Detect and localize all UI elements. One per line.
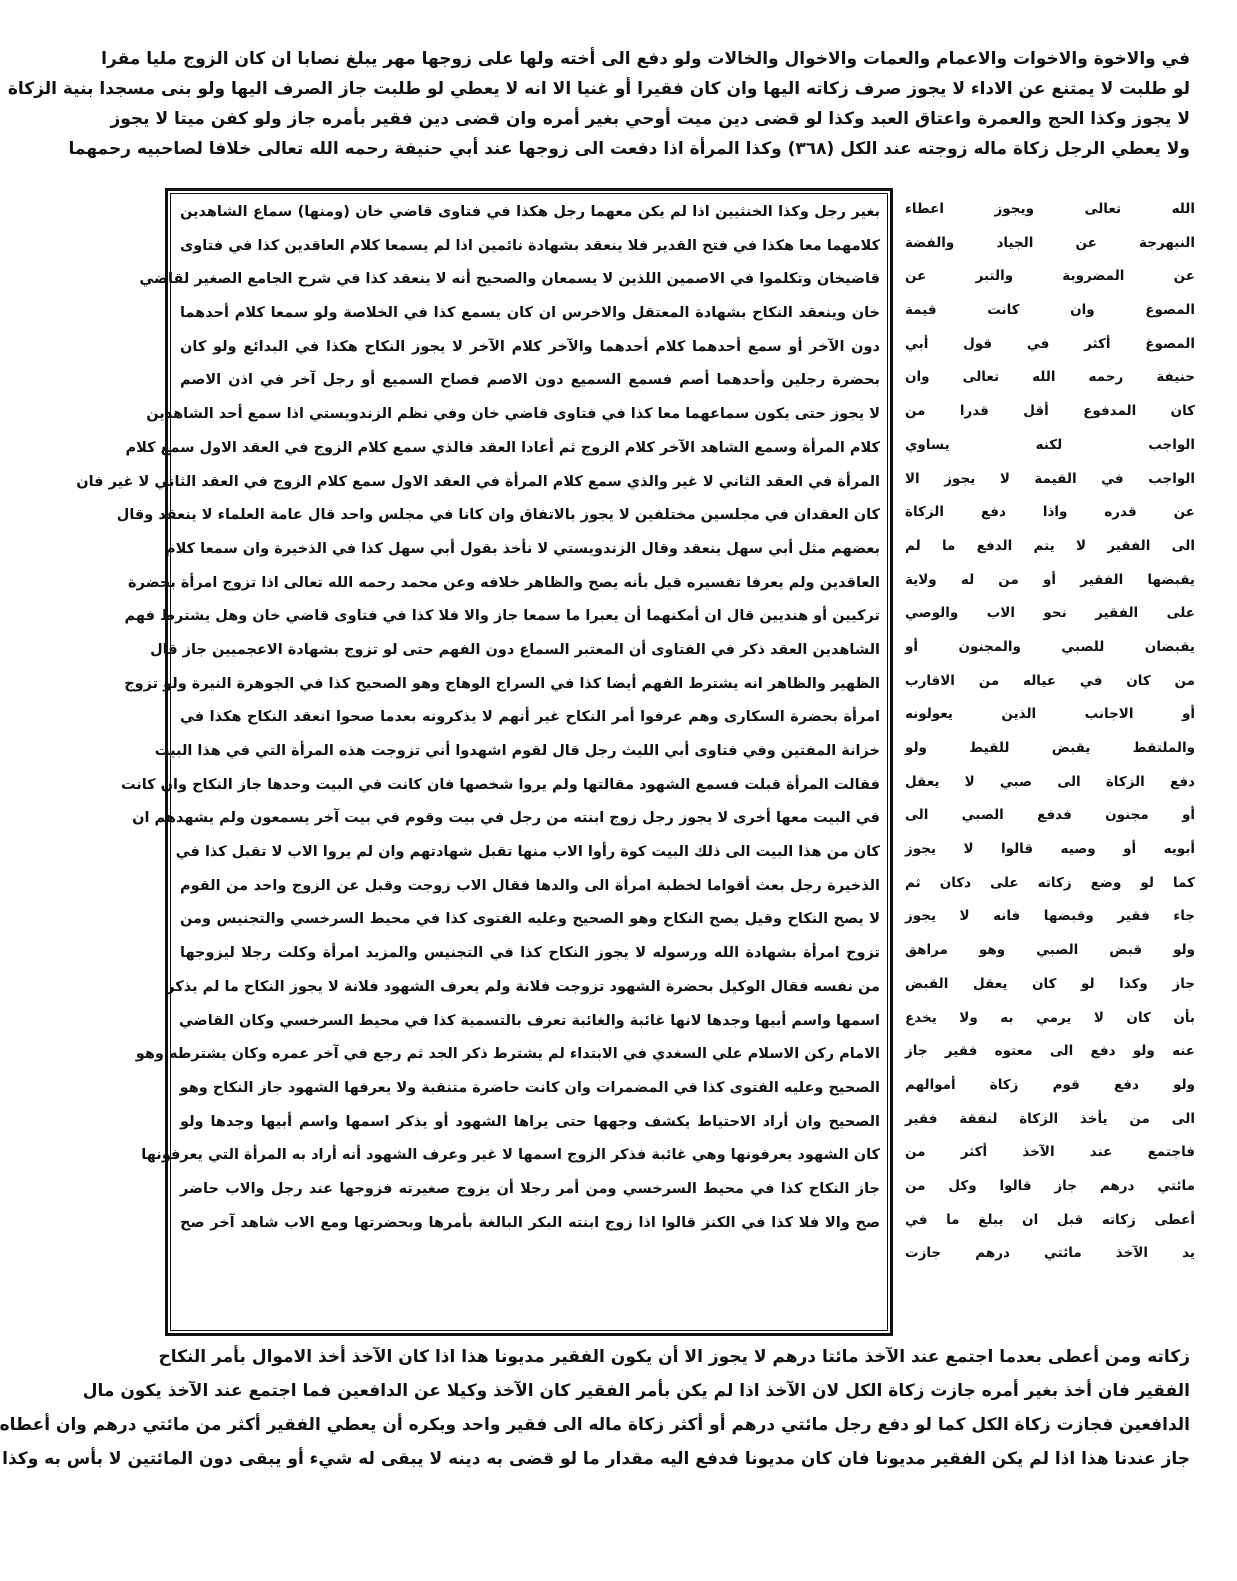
main-line: من نفسه فقال الوكيل بحضرة الشهود تزوجت فلانة ولم يعرف الشهود فلانة لا يجوز النكاح ما لم يذكر xyxy=(166,978,880,995)
main-line: قاضيخان وتكلموا في الاصمين اللذين لا يسمعان والصحيح أنه لا ينعقد كذا في شرح الجامع الصغير لقاضي xyxy=(139,271,880,288)
main-line: فقالت المرأة قبلت فسمع الشهود مقالتها ولم يروا شخصها فان كانت في البيت وحدها جاز النكاح وان كانت xyxy=(120,776,880,793)
side-line: عن المضروبة والتبر عن xyxy=(905,268,1195,285)
side-line: المصوغ أكثر في قول أبي xyxy=(905,335,1195,352)
main-line: الصحيح وان أراد الاحتياط يكشف وجهها حتى يراها الشهود أو يذكر اسمها واسم أبيها وجدها ولو xyxy=(180,1113,880,1130)
header-line: لا يجوز وكذا الحج والعمرة واعتاق العبد وكذا لو قضى دين ميت أوحي بغير أمره وان قضى دين فقير بأمره جاز ولو كفن ميتا لا يجوز xyxy=(110,109,1190,129)
side-line: أو مجنون فدفع الصبي الى xyxy=(905,807,1195,824)
header-line: ولا يعطي الرجل زكاة ماله زوجته عند الكل (٣٦٨) وكذا المرأة اذا دفعت الى زوجها عند أبي حنيفة رحمه الله تعالى خلافا لصاحبيه رحمهما xyxy=(68,139,1190,159)
footer-line: زكاته ومن أعطى بعدما اجتمع عند الآخذ مائتا درهم لا يجوز الا أن يكون الفقير مديونا هذا اذا كان الآخذ أخذ الاموال بأمر النكاح xyxy=(158,1347,1190,1367)
footer-line: الفقير فان أخذ بغير أمره جازت زكاة الكل لان الآخذ اذا لم يكن بأمر الفقير كان الآخذ وكيلا عن الدافعين فما اجتمع عند الآخذ يكون مال xyxy=(82,1381,1190,1401)
main-text-block xyxy=(76,196,880,1308)
main-line: خان وينعقد النكاح بشهادة المعتقل والاخرس ان كان يسمع كذا في الخلاصة ولو سمعا كلام أحدهما xyxy=(180,305,880,322)
side-line: جاز وكذا لو كان يعقل القبض xyxy=(905,975,1195,992)
side-line: النبهرجة عن الجياد والفضة xyxy=(905,234,1195,251)
side-line: ولو قبض الصبي وهو مراهق xyxy=(905,942,1195,959)
main-line: كان من هذا البيت الى ذلك البيت كوة رأوا الاب منها تقبل شهادتهم وان لم يروا الاب لا تقبل كذا في xyxy=(175,844,880,861)
main-line: تركيين أو هنديين قال ان أمكنهما أن يعبرا ما سمعا جاز والا فلا كذا في فتاوى قاضي خان وهل يشترط فهم xyxy=(124,608,880,625)
side-line: كما لو وضع زكاته على دكان ثم xyxy=(905,874,1195,891)
main-line: امرأة بحضرة السكارى وهم عرفوا أمر النكاح غير أنهم لا يذكرونه بعدما صحوا انعقد النكاح هكذا في xyxy=(180,709,880,726)
main-line: لا يصح النكاح وقيل يصح النكاح وهو الصحيح وعليه الفتوى كذا في محيط السرخسي والتجنيس ومن xyxy=(180,911,880,928)
main-line: الامام ركن الاسلام علي السغدي في الابتداء لم يشترط ذكر الجد ثم رجع في آخر عمره وكان يشترطه وهو xyxy=(135,1046,880,1063)
side-line: كان المدفوع أقل قدرا من xyxy=(905,403,1195,420)
main-line: تزوج امرأة بشهادة الله ورسوله لا يجوز النكاح كذا في التجنيس والمزيد امرأة وكلت رجلا ليزوجها xyxy=(180,945,880,962)
main-line: الصحيح وعليه الفتوى كذا في المضمرات وان كانت حاضرة متنقبة ولا يعرفها الشهود جاز النكاح وهو xyxy=(179,1079,880,1096)
side-line: المصوغ وان كانت قيمة xyxy=(905,302,1195,319)
side-line: فاجتمع عند الآخذ أكثر من xyxy=(905,1144,1195,1161)
side-line: على الفقير نحو الاب والوصي xyxy=(905,605,1195,622)
main-line: في البيت معها أخرى لا يجوز رجل زوج ابنته من رجل في بيت وقوم في بيت آخر يسمعون ولم يشهدهم ان xyxy=(132,810,880,827)
side-line: الى الفقير لا يتم الدفع ما لم xyxy=(905,537,1195,554)
main-line: لا يجوز حتى يكون سماعهما معا كذا في فتاوى قاضي خان وفي نظم الزندويستي اذا سمع أحد الشاهدين xyxy=(146,406,880,423)
main-line: العاقدين ولم يعرفا تفسيره قيل بأنه يصح والظاهر خلافه وعن محمد رحمه الله تعالى اذا تزوج امرأة بحضرة xyxy=(128,574,880,591)
main-line: الشاهدين العقد ذكر في الفتاوى أن المعتبر السماع دون الفهم حتى لو تزوج بشهادة الاعجميين جاز قال xyxy=(150,641,880,658)
main-line xyxy=(180,1274,880,1308)
side-line: الله تعالى ويجوز اعطاء xyxy=(905,201,1195,217)
side-line: الواجب في القيمة لا يجوز الا xyxy=(905,470,1195,487)
side-line: عنه ولو دفع الى معتوه فقير جاز xyxy=(905,1043,1195,1060)
main-line: دون الآخر أو سمع أحدهما كلام أحدهما والآخر كلام الآخر لا يجوز النكاح هكذا في البدائع ولو كان xyxy=(180,338,880,355)
header-line: في والاخوة والاخوات والاعمام والعمات والاخوال والخالات ولو دفع الى أخته ولها على زوجها مهر يبلغ نصابا ان كان الزوج مليا مقرا xyxy=(101,49,1190,69)
side-line: عن قدره واذا دفع الزكاة xyxy=(905,504,1195,521)
side-line: أو الاجانب الذين يعولونه xyxy=(905,706,1195,723)
main-line: خزانة المفتين وفي فتاوى أبي الليث رجل قال لقوم اشهدوا أني تزوجت هذه المرأة التي في هذا البيت xyxy=(154,743,880,759)
header-line: لو طلبت لا يمتنع عن الاداء لا يجوز صرف زكاته اليها وان كان فقيرا أو غنيا الا انه لا يعطي لو طلبت جاز الصرف اليها ولو بنى مسجدا بنية الزكاة xyxy=(7,79,1190,99)
side-line: الى من يأخذ الزكاة لنفقة فقير xyxy=(905,1110,1195,1127)
side-line: أبويه أو وصيه قالوا لا يجوز xyxy=(905,841,1195,858)
side-line: مائتي درهم جاز قالوا وكل من xyxy=(905,1177,1195,1194)
main-line: الظهير والظاهر انه يشترط الفهم أيضا كذا في السراج الوهاج وهو الصحيح كذا في الجوهرة النيرة ولو تزوج xyxy=(124,675,880,692)
side-line: بأن كان لا يرمي به ولا يخدع xyxy=(905,1009,1195,1026)
side-line: ولو دفع قوم زكاة أموالهم xyxy=(905,1076,1195,1093)
footer-line: جاز عندنا هذا اذا لم يكن الفقير مديونا فان كان مديونا فدفع اليه مقدار ما لو قضى به دينه لا يبقى له شيء أو يبقى دون المائتين لا بأس به وكذا xyxy=(2,1449,1190,1469)
main-line: اسمها واسم أبيها وجدها لانها غائبة والغائبة تعرف بالتسمية كذا في محيط السرخسي وكان القاضي xyxy=(179,1012,880,1029)
side-line: أعطى زكاته قبل ان يبلغ ما في xyxy=(905,1211,1195,1228)
side-line: دفع الزكاة الى صبي لا يعقل xyxy=(905,773,1195,790)
footer-line: الدافعين فجازت زكاة الكل كما لو دفع رجل مائتي درهم أو أكثر زكاة ماله الى فقير واحد وبكره أن يعطي الفقير أكثر من مائتي درهم وان أعطاه xyxy=(0,1415,1190,1435)
main-line: بحضرة رجلين وأحدهما أصم فسمع السميع دون الاصم فصاح السميع أو رجل آخر في اذن الاصم xyxy=(180,372,880,389)
main-line: كلامهما معا هكذا في فتح القدير فلا ينعقد بشهادة نائمين اذا لم يسمعا كلام العاقدين كذا في فتاوى xyxy=(180,237,880,254)
side-line: من كان في عياله من الاقارب xyxy=(905,672,1195,689)
side-line: يقبضان للصبي والمجنون أو xyxy=(905,638,1195,655)
header-text-block xyxy=(7,44,1190,164)
main-line: بعضهم مثل أبي سهل ينعقد وقال الزندويستي لا نأخذ بقول أبي سهل كذا في الذخيرة وان سمعا كلام xyxy=(165,540,880,557)
side-line: يقبضها الفقير أو من له ولاية xyxy=(905,571,1195,588)
side-line: والملتقط يقبض للقيط ولو xyxy=(905,740,1195,756)
main-line: كلام المرأة وسمع الشاهد الآخر كلام الزوج ثم أعادا العقد فالذي سمع كلام الزوج في العقد الاول سمع كلام xyxy=(125,439,880,456)
side-line: حنيفة رحمه الله تعالى وان xyxy=(905,369,1195,386)
main-line: جاز النكاح كذا في محيط السرخسي ومن أمر رجلا أن يزوج صغيرته فزوجها عند رجل والاب حاضر xyxy=(180,1180,880,1197)
main-line xyxy=(180,1240,880,1274)
main-line: كان العقدان في مجلسين مختلفين لا يجوز بالاتفاق وان كانا في مجلس واحد قال عامة العلماء لا ينعقد وقال xyxy=(116,507,880,524)
side-line: الواجب لكنه يساوي xyxy=(905,436,1195,453)
main-line: بغير رجل وكذا الخنثيين اذا لم يكن معهما رجل هكذا في فتاوى قاضي خان (ومنها) سماع الشاهدين xyxy=(180,204,880,220)
side-column xyxy=(905,193,1195,1271)
main-line: صح والا فلا كذا في الكنز قالوا اذا زوج ابنته البكر البالغة بأمرها وبحضرتها ومع الاب شاهد آخر صح xyxy=(180,1214,880,1231)
main-line: المرأة في العقد الثاني لا غير والذي سمع كلام المرأة في العقد الاول سمع كلام الزوج في العقد الثاني لا غير فان xyxy=(76,473,880,490)
main-line: كان الشهود يعرفونها وهي غائبة فذكر الزوج اسمها لا غير وعرف الشهود أنه أراد به المرأة التي يعرفونها xyxy=(141,1147,880,1164)
side-line: جاء فقير وقبضها فانه لا يجوز xyxy=(905,908,1195,925)
footer-text-block xyxy=(0,1340,1190,1476)
main-line: الذخيرة رجل بعث أقواما لخطبة امرأة الى والدها فقال الاب زوجت وقبل عن الزوج واحد من القوم xyxy=(180,877,880,894)
side-line: يد الآخذ مائتي درهم جازت xyxy=(905,1245,1195,1262)
